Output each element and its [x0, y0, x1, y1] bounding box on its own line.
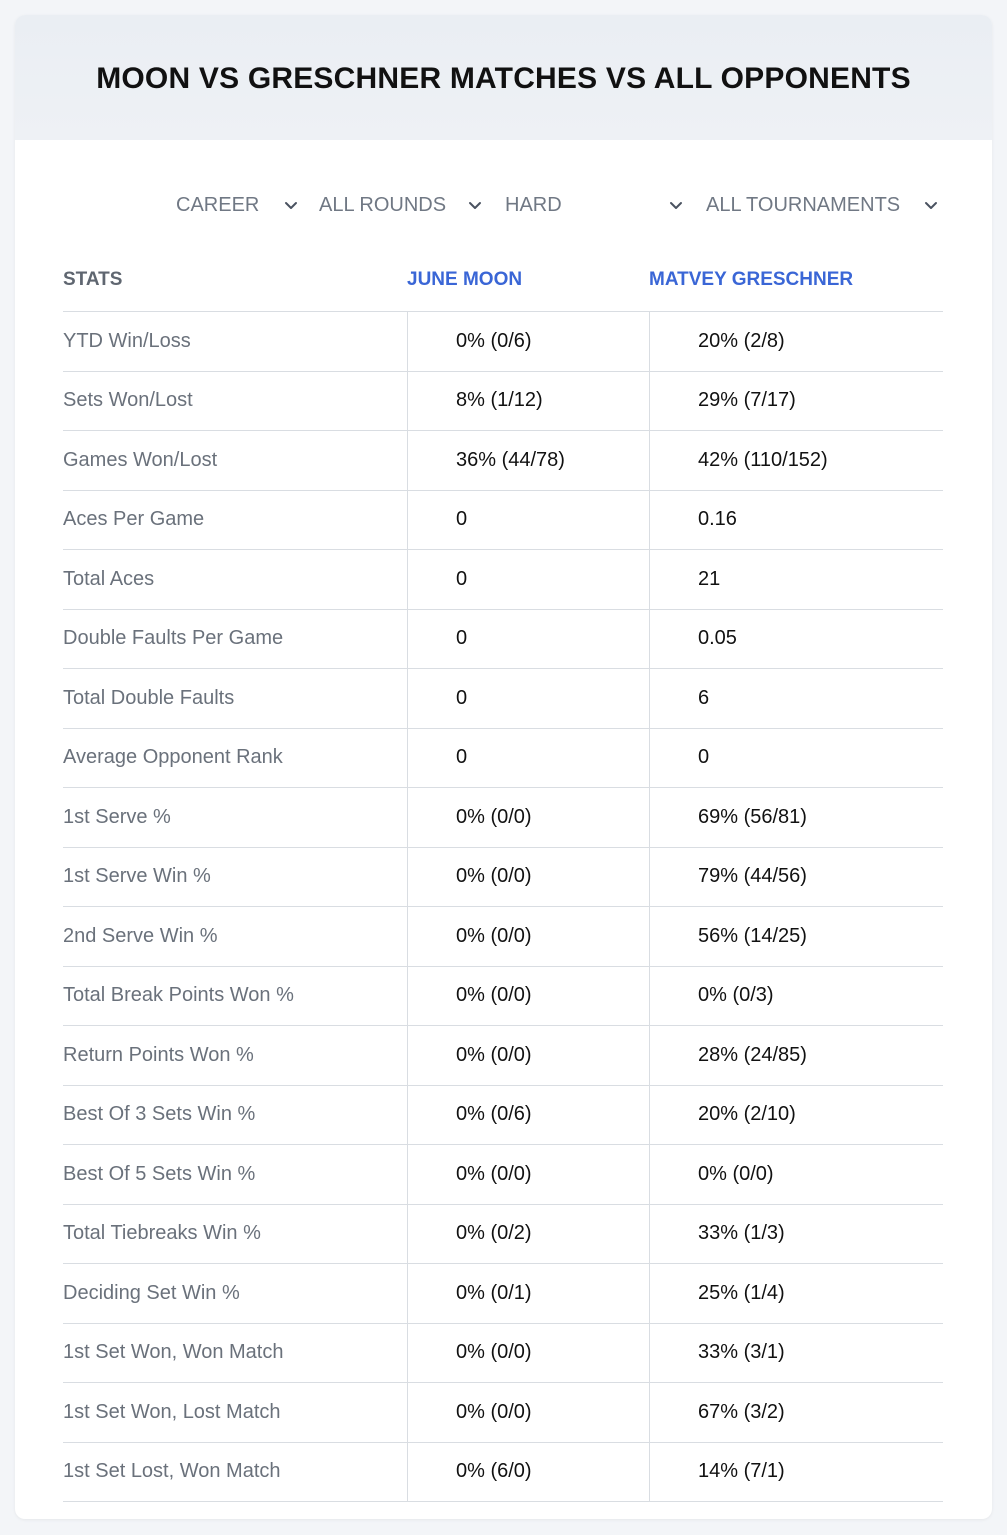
- player1-value: 0% (0/6): [407, 1086, 649, 1145]
- table-row: [63, 311, 943, 372]
- table-row: [63, 1086, 943, 1146]
- filter-bar: [15, 187, 992, 223]
- player1-value: 36% (44/78): [407, 431, 649, 490]
- player2-value: 0% (0/0): [649, 1145, 943, 1204]
- player2-value: 20% (2/8): [649, 312, 943, 371]
- filter-label: HARD: [505, 193, 562, 216]
- stat-label: Deciding Set Win %: [63, 1281, 240, 1304]
- stat-label: 1st Serve Win %: [63, 865, 211, 888]
- player1-value: 0% (0/0): [407, 1026, 649, 1085]
- player1-value: 0% (0/0): [407, 1383, 649, 1442]
- player1-value: 0: [407, 491, 649, 550]
- stat-label: 2nd Serve Win %: [63, 924, 218, 947]
- stat-label: Return Points Won %: [63, 1043, 254, 1066]
- table-row: [63, 729, 943, 789]
- table-row: [63, 1026, 943, 1086]
- player2-value: 0.16: [649, 491, 943, 550]
- stat-label: Double Faults Per Game: [63, 627, 284, 650]
- filter-surface-dropdown[interactable]: [505, 187, 683, 223]
- player1-value: 0% (6/0): [407, 1443, 649, 1502]
- table-row: [63, 1264, 943, 1324]
- chevron-down-icon: [924, 198, 938, 212]
- player1-value: 0% (0/0): [407, 848, 649, 907]
- table-row: [63, 550, 943, 610]
- table-row: [63, 491, 943, 551]
- player2-value: 0.05: [649, 610, 943, 669]
- player1-value: 0: [407, 669, 649, 728]
- stats-card: [15, 15, 992, 1519]
- header-stats: STATS: [63, 269, 123, 290]
- stat-label: 1st Serve %: [63, 805, 171, 828]
- stat-label: Total Aces: [63, 567, 155, 590]
- player2-value: 6: [649, 669, 943, 728]
- stat-label: 1st Set Lost, Won Match: [63, 1460, 281, 1483]
- player1-value: 0% (0/2): [407, 1205, 649, 1264]
- player2-value: 21: [649, 550, 943, 609]
- filter-label: CAREER: [176, 193, 260, 216]
- stat-label: Best Of 5 Sets Win %: [63, 1162, 256, 1185]
- player1-value: 0% (0/0): [407, 788, 649, 847]
- player1-value: 0: [407, 610, 649, 669]
- player1-value: 0% (0/0): [407, 1145, 649, 1204]
- player2-value: 33% (3/1): [649, 1324, 943, 1383]
- filter-label: ALL TOURNAMENTS: [706, 193, 901, 216]
- table-row: [63, 848, 943, 908]
- table-row: [63, 610, 943, 670]
- filter-period-dropdown[interactable]: [176, 187, 298, 223]
- stat-label: Average Opponent Rank: [63, 746, 283, 769]
- player1-value: 0% (0/6): [407, 312, 649, 371]
- table-row: [63, 907, 943, 967]
- stat-label: YTD Win/Loss: [63, 329, 191, 352]
- player2-value: 69% (56/81): [649, 788, 943, 847]
- table-row: [63, 967, 943, 1027]
- player1-value: 0: [407, 550, 649, 609]
- header-player2-link[interactable]: MATVEY GRESCHNER: [649, 269, 854, 290]
- player1-value: 0% (0/0): [407, 907, 649, 966]
- player1-value: 0: [407, 729, 649, 788]
- player2-value: 25% (1/4): [649, 1264, 943, 1323]
- table-row: [63, 1324, 943, 1384]
- player2-value: 0% (0/3): [649, 967, 943, 1026]
- stat-label: Total Break Points Won %: [63, 984, 294, 1007]
- filter-label: ALL ROUNDS: [319, 193, 447, 216]
- stat-label: Sets Won/Lost: [63, 389, 193, 412]
- filter-round-dropdown[interactable]: [319, 187, 482, 223]
- player2-value: 79% (44/56): [649, 848, 943, 907]
- table-row: [63, 1383, 943, 1443]
- player2-value: 14% (7/1): [649, 1443, 943, 1502]
- page-title: MOON VS GRESCHNER MATCHES VS ALL OPPONENTS: [96, 61, 911, 95]
- table-row: [63, 669, 943, 729]
- chevron-down-icon: [284, 198, 298, 212]
- chevron-down-icon: [669, 198, 683, 212]
- player2-value: 56% (14/25): [649, 907, 943, 966]
- stat-label: Total Tiebreaks Win %: [63, 1222, 261, 1245]
- player1-value: 0% (0/0): [407, 1324, 649, 1383]
- stat-label: 1st Set Won, Won Match: [63, 1341, 284, 1364]
- stats-table: [63, 311, 943, 1502]
- player2-value: 33% (1/3): [649, 1205, 943, 1264]
- table-row: [63, 431, 943, 491]
- stat-label: Aces Per Game: [63, 508, 205, 531]
- player2-value: 0: [649, 729, 943, 788]
- player1-value: 0% (0/0): [407, 967, 649, 1026]
- player1-value: 0% (0/1): [407, 1264, 649, 1323]
- table-row: [63, 1443, 943, 1503]
- table-header: [63, 269, 943, 299]
- filter-tournament-dropdown[interactable]: [706, 187, 938, 223]
- player2-value: 29% (7/17): [649, 372, 943, 431]
- player2-value: 67% (3/2): [649, 1383, 943, 1442]
- player2-value: 28% (24/85): [649, 1026, 943, 1085]
- chevron-down-icon: [468, 198, 482, 212]
- table-row: [63, 372, 943, 432]
- table-row: [63, 1145, 943, 1205]
- stat-label: Best Of 3 Sets Win %: [63, 1103, 256, 1126]
- card-header: [15, 15, 992, 140]
- table-row: [63, 1205, 943, 1265]
- stat-label: 1st Set Won, Lost Match: [63, 1400, 281, 1423]
- player1-value: 8% (1/12): [407, 372, 649, 431]
- stat-label: Total Double Faults: [63, 686, 235, 709]
- table-row: [63, 788, 943, 848]
- header-player1-link[interactable]: JUNE MOON: [407, 269, 523, 290]
- stat-label: Games Won/Lost: [63, 448, 218, 471]
- player2-value: 42% (110/152): [649, 431, 943, 490]
- player2-value: 20% (2/10): [649, 1086, 943, 1145]
